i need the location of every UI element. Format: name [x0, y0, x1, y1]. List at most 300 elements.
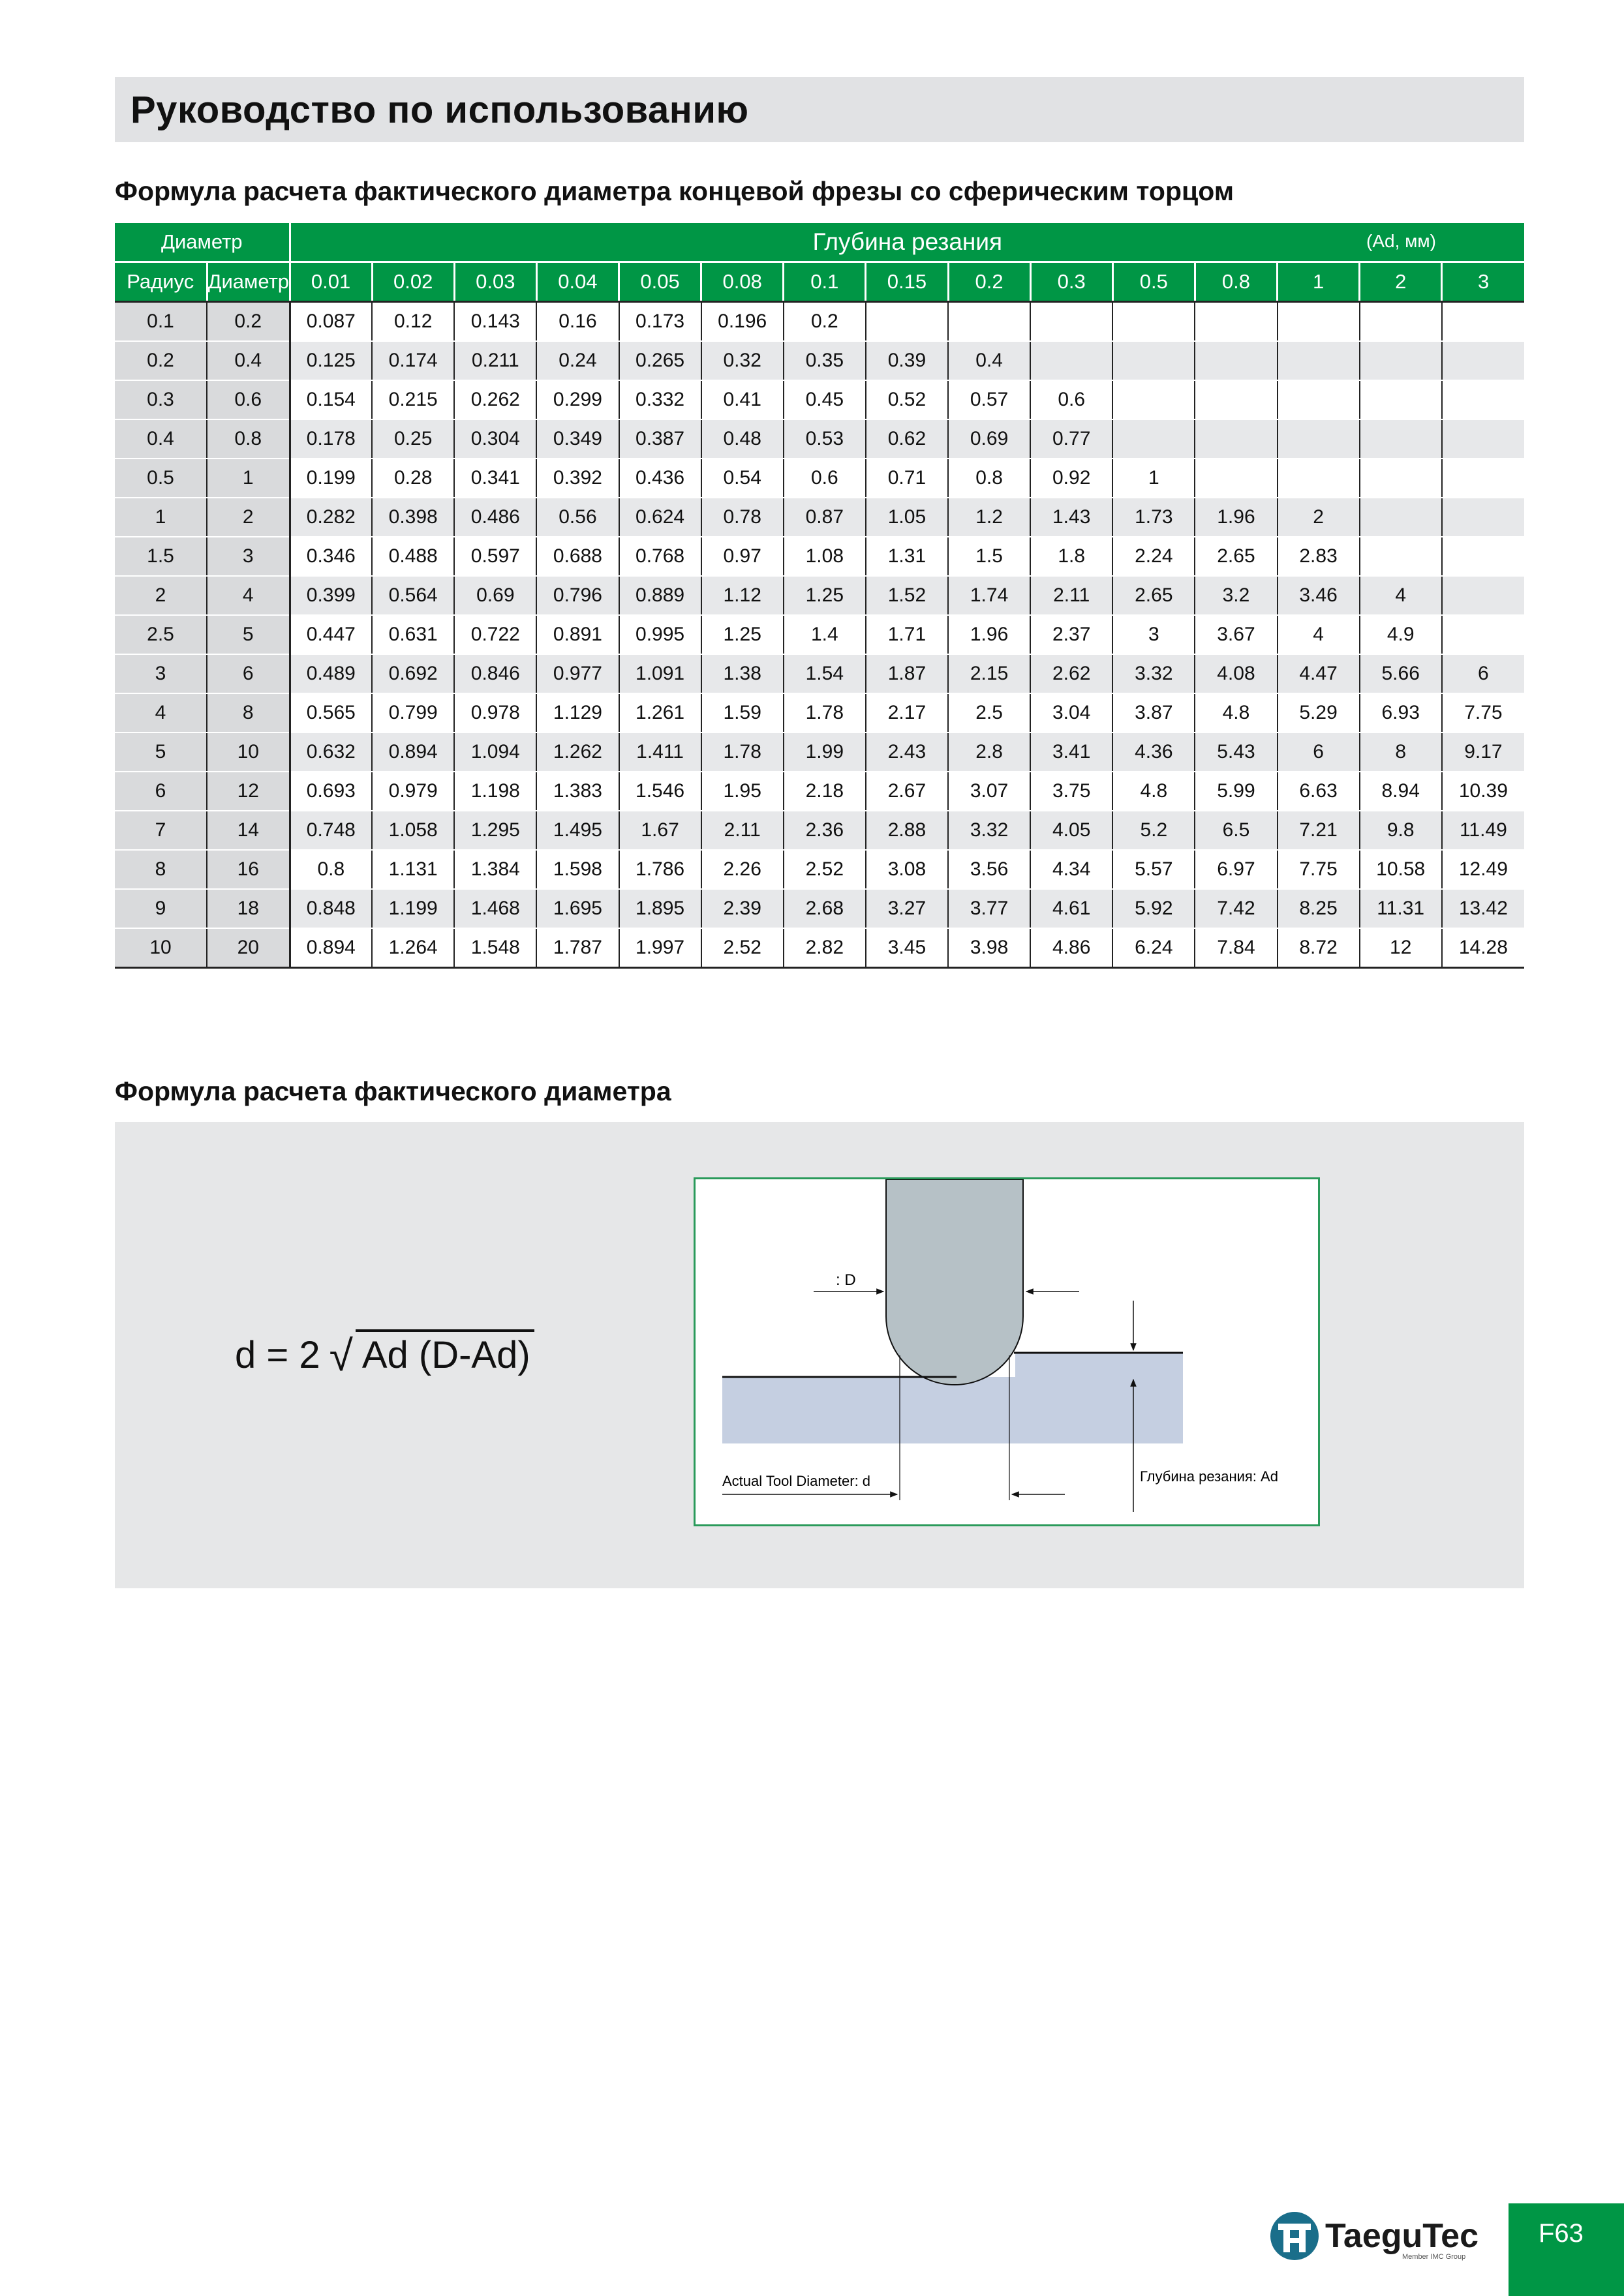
diameter-cell: 16 — [207, 850, 290, 889]
value-cell: 0.891 — [536, 615, 619, 654]
value-cell: 10.58 — [1360, 850, 1442, 889]
value-cell: 3.56 — [948, 850, 1030, 889]
value-cell: 1.43 — [1030, 498, 1112, 537]
value-cell: 1.2 — [948, 498, 1030, 537]
value-cell: 1.73 — [1112, 498, 1195, 537]
radius-cell: 3 — [115, 654, 207, 693]
value-cell: 0.722 — [454, 615, 536, 654]
value-cell: 0.564 — [372, 576, 454, 615]
value-cell: 0.346 — [290, 537, 372, 576]
value-cell: 7.84 — [1195, 928, 1277, 968]
value-cell: 9.17 — [1442, 733, 1524, 772]
value-cell: 4.08 — [1195, 654, 1277, 693]
value-cell: 5.66 — [1360, 654, 1442, 693]
diameter-cell: 6 — [207, 654, 290, 693]
value-cell: 2.18 — [784, 772, 866, 811]
value-cell: 1.383 — [536, 772, 619, 811]
formula — [235, 1329, 534, 1380]
value-cell: 1.8 — [1030, 537, 1112, 576]
value-cell: 2.67 — [866, 772, 948, 811]
radius-cell: 0.1 — [115, 302, 207, 342]
value-cell — [1360, 419, 1442, 459]
value-cell: 3.32 — [1112, 654, 1195, 693]
value-cell: 0.979 — [372, 772, 454, 811]
value-cell — [1278, 341, 1360, 380]
value-cell: 7.42 — [1195, 889, 1277, 928]
value-cell: 2.52 — [784, 850, 866, 889]
value-cell: 0.6 — [784, 459, 866, 498]
value-cell: 0.45 — [784, 380, 866, 419]
depth-column-header: 0.1 — [784, 262, 866, 302]
value-cell: 8.72 — [1278, 928, 1360, 968]
value-cell — [866, 302, 948, 342]
value-cell: 1.4 — [784, 615, 866, 654]
value-cell: 2.62 — [1030, 654, 1112, 693]
diameter-cell: 12 — [207, 772, 290, 811]
value-cell — [1360, 459, 1442, 498]
value-cell: 1.548 — [454, 928, 536, 968]
value-cell: 0.2 — [784, 302, 866, 342]
value-cell: 14.28 — [1442, 928, 1524, 968]
value-cell: 11.31 — [1360, 889, 1442, 928]
value-cell — [1442, 537, 1524, 576]
value-cell: 0.693 — [290, 772, 372, 811]
value-cell — [1195, 302, 1277, 342]
value-cell: 12 — [1360, 928, 1442, 968]
value-cell: 0.71 — [866, 459, 948, 498]
value-cell — [1442, 459, 1524, 498]
radius-cell: 1.5 — [115, 537, 207, 576]
value-cell: 0.632 — [290, 733, 372, 772]
value-cell: 0.24 — [536, 341, 619, 380]
value-cell: 0.48 — [701, 419, 784, 459]
value-cell: 4.36 — [1112, 733, 1195, 772]
value-cell: 0.41 — [701, 380, 784, 419]
value-cell: 2.68 — [784, 889, 866, 928]
depth-column-header: 0.05 — [619, 262, 701, 302]
value-cell: 3.98 — [948, 928, 1030, 968]
value-cell — [1442, 576, 1524, 615]
value-cell: 0.69 — [948, 419, 1030, 459]
depth-header-label: Глубина резания — [812, 228, 1003, 255]
value-cell: 4.34 — [1030, 850, 1112, 889]
value-cell: 0.349 — [536, 419, 619, 459]
value-cell: 13.42 — [1442, 889, 1524, 928]
value-cell: 1.384 — [454, 850, 536, 889]
value-cell: 0.4 — [948, 341, 1030, 380]
value-cell: 6.5 — [1195, 811, 1277, 850]
depth-column-header: 0.3 — [1030, 262, 1112, 302]
value-cell: 0.894 — [290, 928, 372, 968]
value-cell: 5.2 — [1112, 811, 1195, 850]
value-cell: 0.196 — [701, 302, 784, 342]
value-cell: 0.39 — [866, 341, 948, 380]
value-cell — [1360, 380, 1442, 419]
value-cell: 0.32 — [701, 341, 784, 380]
radius-cell: 10 — [115, 928, 207, 968]
value-cell: 4.61 — [1030, 889, 1112, 928]
value-cell: 1.895 — [619, 889, 701, 928]
radius-cell: 0.3 — [115, 380, 207, 419]
table-row — [115, 498, 1524, 537]
value-cell: 1.5 — [948, 537, 1030, 576]
value-cell — [1278, 302, 1360, 342]
table-row — [115, 928, 1524, 968]
value-cell: 0.143 — [454, 302, 536, 342]
value-cell — [1442, 615, 1524, 654]
value-cell: 0.215 — [372, 380, 454, 419]
value-cell: 2.43 — [866, 733, 948, 772]
diameter-cell: 0.6 — [207, 380, 290, 419]
diameter-cell: 3 — [207, 537, 290, 576]
value-cell: 1.08 — [784, 537, 866, 576]
value-cell: 3.41 — [1030, 733, 1112, 772]
value-cell: 2.24 — [1112, 537, 1195, 576]
value-cell: 0.489 — [290, 654, 372, 693]
value-cell: 1.78 — [784, 693, 866, 733]
value-cell: 0.12 — [372, 302, 454, 342]
value-cell: 6 — [1278, 733, 1360, 772]
value-cell: 1.95 — [701, 772, 784, 811]
value-cell: 0.387 — [619, 419, 701, 459]
value-cell: 7.21 — [1278, 811, 1360, 850]
value-cell: 2.82 — [784, 928, 866, 968]
value-cell: 1.198 — [454, 772, 536, 811]
value-cell: 5.92 — [1112, 889, 1195, 928]
value-cell: 0.173 — [619, 302, 701, 342]
value-cell: 4 — [1278, 615, 1360, 654]
value-cell: 1.05 — [866, 498, 948, 537]
value-cell: 2.88 — [866, 811, 948, 850]
value-cell: 1.38 — [701, 654, 784, 693]
diameter-cell: 0.2 — [207, 302, 290, 342]
depth-column-header: 3 — [1442, 262, 1524, 302]
value-cell: 0.624 — [619, 498, 701, 537]
diameter-cell: 20 — [207, 928, 290, 968]
value-cell: 2.5 — [948, 693, 1030, 733]
diameter-column-header: Диаметр — [207, 262, 290, 302]
depth-column-header: 0.15 — [866, 262, 948, 302]
value-cell: 1.87 — [866, 654, 948, 693]
value-cell: 0.25 — [372, 419, 454, 459]
value-cell: 0.304 — [454, 419, 536, 459]
value-cell: 0.35 — [784, 341, 866, 380]
table-row — [115, 380, 1524, 419]
value-cell: 0.848 — [290, 889, 372, 928]
value-cell: 0.87 — [784, 498, 866, 537]
value-cell: 0.631 — [372, 615, 454, 654]
ball-end-tool — [886, 1179, 1023, 1385]
value-cell: 0.299 — [536, 380, 619, 419]
value-cell: 2.11 — [701, 811, 784, 850]
table-row — [115, 419, 1524, 459]
value-cell: 3.87 — [1112, 693, 1195, 733]
value-cell — [1030, 302, 1112, 342]
value-cell: 1.25 — [784, 576, 866, 615]
value-cell: 1.78 — [701, 733, 784, 772]
value-cell: 0.174 — [372, 341, 454, 380]
diameter-cell: 18 — [207, 889, 290, 928]
value-cell: 3.46 — [1278, 576, 1360, 615]
value-cell: 1.131 — [372, 850, 454, 889]
table-row — [115, 889, 1524, 928]
value-cell: 1.997 — [619, 928, 701, 968]
value-cell: 1.695 — [536, 889, 619, 928]
value-cell: 0.262 — [454, 380, 536, 419]
value-cell: 1.058 — [372, 811, 454, 850]
depth-column-header: 0.01 — [290, 262, 372, 302]
value-cell: 1.786 — [619, 850, 701, 889]
value-cell: 1.129 — [536, 693, 619, 733]
table-row — [115, 733, 1524, 772]
depth-column-header: 0.04 — [536, 262, 619, 302]
value-cell — [1360, 302, 1442, 342]
radius-cell: 5 — [115, 733, 207, 772]
value-cell — [1112, 419, 1195, 459]
value-cell: 0.199 — [290, 459, 372, 498]
value-cell — [1442, 302, 1524, 342]
value-cell: 7.75 — [1442, 693, 1524, 733]
value-cell — [1278, 459, 1360, 498]
value-cell: 0.995 — [619, 615, 701, 654]
value-cell: 1.54 — [784, 654, 866, 693]
table-row — [115, 850, 1524, 889]
sqrt-symbol: √ — [329, 1331, 353, 1380]
value-cell: 0.398 — [372, 498, 454, 537]
value-cell: 0.332 — [619, 380, 701, 419]
value-cell: 1.96 — [948, 615, 1030, 654]
value-cell: 1.52 — [866, 576, 948, 615]
value-cell: 3.32 — [948, 811, 1030, 850]
depth-column-header: 0.2 — [948, 262, 1030, 302]
value-cell: 3.45 — [866, 928, 948, 968]
value-cell: 0.16 — [536, 302, 619, 342]
diagram-label-d: : D — [836, 1271, 856, 1289]
value-cell: 0.154 — [290, 380, 372, 419]
value-cell: 8.25 — [1278, 889, 1360, 928]
value-cell — [1195, 459, 1277, 498]
brand-sub: Member IMC Group — [1402, 2253, 1466, 2261]
value-cell: 0.52 — [866, 380, 948, 419]
value-cell: 12.49 — [1442, 850, 1524, 889]
value-cell — [1112, 302, 1195, 342]
value-cell: 1.094 — [454, 733, 536, 772]
value-cell: 0.889 — [619, 576, 701, 615]
table-row — [115, 576, 1524, 615]
value-cell: 0.28 — [372, 459, 454, 498]
value-cell: 0.748 — [290, 811, 372, 850]
value-cell: 1.199 — [372, 889, 454, 928]
taegutec-logo-icon — [1269, 2211, 1320, 2261]
title-bar — [115, 77, 1524, 142]
value-cell: 0.53 — [784, 419, 866, 459]
diameter-cell: 14 — [207, 811, 290, 850]
value-cell: 0.211 — [454, 341, 536, 380]
value-cell: 0.78 — [701, 498, 784, 537]
value-cell: 0.688 — [536, 537, 619, 576]
value-cell: 8.94 — [1360, 772, 1442, 811]
value-cell: 0.692 — [372, 654, 454, 693]
value-cell: 4.47 — [1278, 654, 1360, 693]
value-cell: 3.27 — [866, 889, 948, 928]
value-cell: 8 — [1360, 733, 1442, 772]
value-cell — [948, 302, 1030, 342]
value-cell: 3.07 — [948, 772, 1030, 811]
value-cell — [1442, 380, 1524, 419]
value-cell: 4.8 — [1112, 772, 1195, 811]
section-title-table: Формула расчета фактического диаметра концевой фрезы со сферическим торцом — [115, 176, 1234, 206]
page-number-tab — [1509, 2203, 1624, 2296]
table-row — [115, 772, 1524, 811]
value-cell: 0.486 — [454, 498, 536, 537]
value-cell: 0.894 — [372, 733, 454, 772]
value-cell — [1112, 341, 1195, 380]
value-cell: 6.24 — [1112, 928, 1195, 968]
value-cell: 10.39 — [1442, 772, 1524, 811]
value-cell: 6.97 — [1195, 850, 1277, 889]
radius-column-header: Радиус — [115, 262, 207, 302]
brand-logo — [1269, 2210, 1478, 2262]
value-cell: 5.57 — [1112, 850, 1195, 889]
value-cell: 2 — [1278, 498, 1360, 537]
value-cell: 5.99 — [1195, 772, 1277, 811]
table-row — [115, 537, 1524, 576]
value-cell: 4.8 — [1195, 693, 1277, 733]
brand-name: TaeguTec — [1325, 2217, 1479, 2255]
table-row — [115, 654, 1524, 693]
value-cell: 0.597 — [454, 537, 536, 576]
value-cell: 0.56 — [536, 498, 619, 537]
workpiece-step — [1015, 1353, 1183, 1377]
radius-cell: 0.5 — [115, 459, 207, 498]
radius-cell: 4 — [115, 693, 207, 733]
value-cell: 4.05 — [1030, 811, 1112, 850]
radius-cell: 6 — [115, 772, 207, 811]
value-cell — [1442, 341, 1524, 380]
table-row — [115, 341, 1524, 380]
value-cell — [1112, 380, 1195, 419]
value-cell: 2.8 — [948, 733, 1030, 772]
value-cell: 1.59 — [701, 693, 784, 733]
formula-prefix: d = 2 — [235, 1334, 320, 1376]
value-cell — [1360, 537, 1442, 576]
value-cell: 0.392 — [536, 459, 619, 498]
value-cell: 2.11 — [1030, 576, 1112, 615]
value-cell: 0.846 — [454, 654, 536, 693]
value-cell: 0.977 — [536, 654, 619, 693]
value-cell: 0.62 — [866, 419, 948, 459]
depth-column-header: 0.8 — [1195, 262, 1277, 302]
ball-end-mill-diagram — [694, 1177, 1320, 1526]
value-cell: 3.67 — [1195, 615, 1277, 654]
value-cell: 0.488 — [372, 537, 454, 576]
depth-column-header: 0.03 — [454, 262, 536, 302]
value-cell: 2.17 — [866, 693, 948, 733]
value-cell: 1.99 — [784, 733, 866, 772]
value-cell: 0.565 — [290, 693, 372, 733]
value-cell: 1.295 — [454, 811, 536, 850]
value-cell: 6.63 — [1278, 772, 1360, 811]
value-cell: 2.83 — [1278, 537, 1360, 576]
value-cell: 0.92 — [1030, 459, 1112, 498]
table-row — [115, 615, 1524, 654]
table-row — [115, 693, 1524, 733]
value-cell: 0.796 — [536, 576, 619, 615]
table-row — [115, 459, 1524, 498]
value-cell: 3.04 — [1030, 693, 1112, 733]
value-cell: 1.74 — [948, 576, 1030, 615]
value-cell: 1.67 — [619, 811, 701, 850]
value-cell: 3.2 — [1195, 576, 1277, 615]
value-cell: 1.96 — [1195, 498, 1277, 537]
diagram-label-actual: Actual Tool Diameter: d — [722, 1473, 871, 1489]
value-cell — [1360, 341, 1442, 380]
radius-cell: 0.2 — [115, 341, 207, 380]
value-cell: 1.262 — [536, 733, 619, 772]
value-cell — [1442, 419, 1524, 459]
value-cell: 4 — [1360, 576, 1442, 615]
value-cell: 1 — [1112, 459, 1195, 498]
value-cell: 5.43 — [1195, 733, 1277, 772]
value-cell — [1195, 419, 1277, 459]
value-cell: 2.36 — [784, 811, 866, 850]
value-cell: 2.26 — [701, 850, 784, 889]
diameter-cell: 8 — [207, 693, 290, 733]
value-cell: 0.8 — [948, 459, 1030, 498]
value-cell: 0.978 — [454, 693, 536, 733]
value-cell: 1.091 — [619, 654, 701, 693]
value-cell: 0.97 — [701, 537, 784, 576]
value-cell — [1278, 380, 1360, 419]
radius-cell: 2.5 — [115, 615, 207, 654]
section-title-formula: Формула расчета фактического диаметра — [115, 1076, 671, 1106]
value-cell: 0.178 — [290, 419, 372, 459]
value-cell: 4.86 — [1030, 928, 1112, 968]
diameter-cell: 1 — [207, 459, 290, 498]
diameter-cell: 0.8 — [207, 419, 290, 459]
value-cell: 0.125 — [290, 341, 372, 380]
value-cell: 0.768 — [619, 537, 701, 576]
value-cell: 1.546 — [619, 772, 701, 811]
value-cell: 1.495 — [536, 811, 619, 850]
value-cell — [1360, 498, 1442, 537]
radius-cell: 7 — [115, 811, 207, 850]
radius-cell: 2 — [115, 576, 207, 615]
diameter-cell: 10 — [207, 733, 290, 772]
depth-column-header: 0.02 — [372, 262, 454, 302]
value-cell: 0.799 — [372, 693, 454, 733]
value-cell: 1.25 — [701, 615, 784, 654]
diameter-cell: 0.4 — [207, 341, 290, 380]
value-cell: 6.93 — [1360, 693, 1442, 733]
value-cell: 1.71 — [866, 615, 948, 654]
value-cell: 1.31 — [866, 537, 948, 576]
value-cell: 0.341 — [454, 459, 536, 498]
page-number: F63 — [1539, 2219, 1584, 2248]
value-cell: 0.436 — [619, 459, 701, 498]
value-cell — [1442, 498, 1524, 537]
diameter-group-header: Диаметр — [115, 223, 290, 262]
value-cell: 1.468 — [454, 889, 536, 928]
depth-column-header: 0.08 — [701, 262, 784, 302]
value-cell: 0.69 — [454, 576, 536, 615]
value-cell: 0.265 — [619, 341, 701, 380]
value-cell: 0.77 — [1030, 419, 1112, 459]
value-cell: 5.29 — [1278, 693, 1360, 733]
value-cell: 1.411 — [619, 733, 701, 772]
value-cell: 2.52 — [701, 928, 784, 968]
value-cell — [1278, 419, 1360, 459]
